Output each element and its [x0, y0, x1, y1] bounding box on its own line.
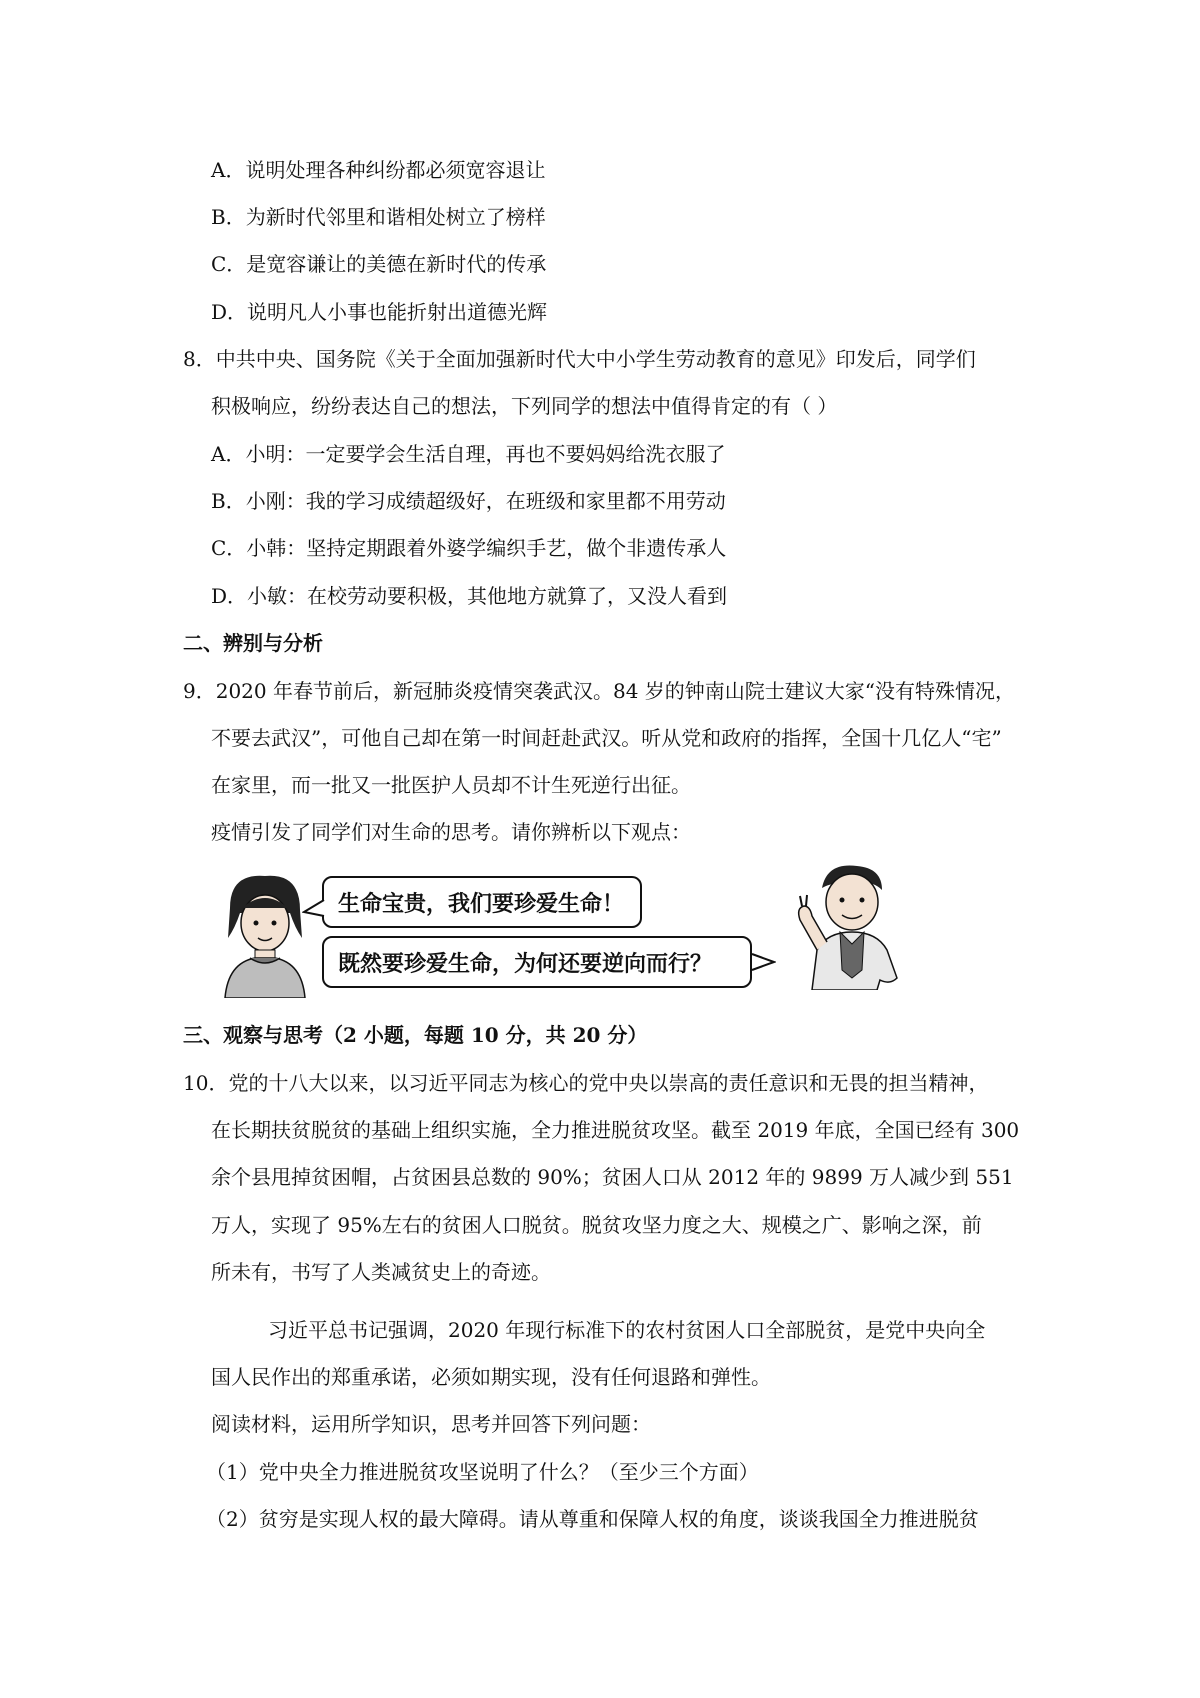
speech-bubble-1: 生命宝贵，我们要珍爱生命！: [322, 876, 642, 928]
q8-option-c: C．小韩：坚持定期跟着外婆学编织手艺，做个非遗传承人: [211, 536, 727, 560]
section-2-heading: 二、辨别与分析: [183, 631, 323, 655]
boy-figure: [782, 860, 922, 990]
q8-option-b: B．小刚：我的学习成绩超级好，在班级和家里都不用劳动: [211, 489, 726, 513]
q10-line1: [183, 1071, 988, 1095]
q10-sub-question-1: （1）党中央全力推进脱贫攻坚说明了什么？（至少三个方面）: [206, 1460, 759, 1484]
q9-number: 9．: [183, 679, 216, 703]
q9-illustration: [210, 868, 950, 998]
q8-option-d: D．小敏：在校劳动要积极，其他地方就算了，又没人看到: [211, 584, 728, 608]
q7-option-b: B．为新时代邻里和谐相处树立了榜样: [211, 205, 546, 229]
q10-line4: 万人，实现了 95%左右的贫困人口脱贫。脱贫攻坚力度之大、规模之广、影响之深，前: [211, 1213, 982, 1237]
q10-para2-line1: 习近平总书记强调，2020 年现行标准下的农村贫困人口全部脱贫，是党中央向全: [268, 1318, 986, 1342]
q7-option-d: D．说明凡人小事也能折射出道德光辉: [211, 300, 548, 324]
q10-line3: 余个县甩掉贫困帽，占贫困县总数的 90%；贫困人口从 2012 年的 9899 万人减少到 551: [211, 1165, 1014, 1189]
q8-stem-line1: [183, 347, 976, 371]
q8-stem-line2: 积极响应，纷纷表达自己的想法，下列同学的想法中值得肯定的有（ ）: [211, 394, 838, 418]
q8-text-line1: 中共中央、国务院《关于全面加强新时代大中小学生劳动教育的意见》印发后，同学们: [215, 347, 976, 371]
q10-sub-question-2: （2）贫穷是实现人权的最大障碍。请从尊重和保障人权的角度，谈谈我国全力推进脱贫: [206, 1507, 979, 1531]
q9-line3: 在家里，而一批又一批医护人员却不计生死逆行出征。: [211, 773, 691, 797]
q7-option-a: A．说明处理各种纠纷都必须宽容退让: [211, 158, 546, 182]
speech-bubble-2: 既然要珍爱生命，为何还要逆向而行？: [322, 936, 752, 988]
q7-option-c: C．是宽容谦让的美德在新时代的传承: [211, 252, 547, 276]
bubble-2-tail: [750, 952, 776, 976]
q10-line5: 所未有，书写了人类减贫史上的奇迹。: [211, 1260, 551, 1284]
q9-text-line1: 2020 年春节前后，新冠肺炎疫情突袭武汉。84 岁的钟南山院士建议大家“没有特殊情况，: [215, 679, 1016, 703]
q9-line4: 疫情引发了同学们对生命的思考。请你辨析以下观点：: [211, 820, 691, 844]
section-3-heading: 三、观察与思考（2 小题，每题 10 分，共 20 分）: [183, 1023, 648, 1047]
q10-para2-line2: 国人民作出的郑重承诺，必须如期实现，没有任何退路和弹性。: [211, 1365, 771, 1389]
q9-line1: [183, 679, 1015, 703]
q10-text-line1: 党的十八大以来，以习近平同志为核心的党中央以崇高的责任意识和无畏的担当精神，: [228, 1071, 989, 1095]
q10-number: 10．: [183, 1071, 229, 1095]
bubble-1-tail: [302, 898, 326, 922]
girl-figure: [210, 868, 320, 998]
q8-option-a: A．小明：一定要学会生活自理，再也不要妈妈给洗衣服了: [211, 442, 726, 466]
q10-line2: 在长期扶贫脱贫的基础上组织实施，全力推进脱贫攻坚。截至 2019 年底，全国已经有 300: [211, 1118, 1020, 1142]
q9-line2: 不要去武汉”，可他自己却在第一时间赶赴武汉。听从党和政府的指挥，全国十几亿人“宅”: [211, 726, 1002, 750]
q8-number: 8．: [183, 347, 216, 371]
q10-instruction: 阅读材料，运用所学知识，思考并回答下列问题：: [211, 1412, 651, 1436]
